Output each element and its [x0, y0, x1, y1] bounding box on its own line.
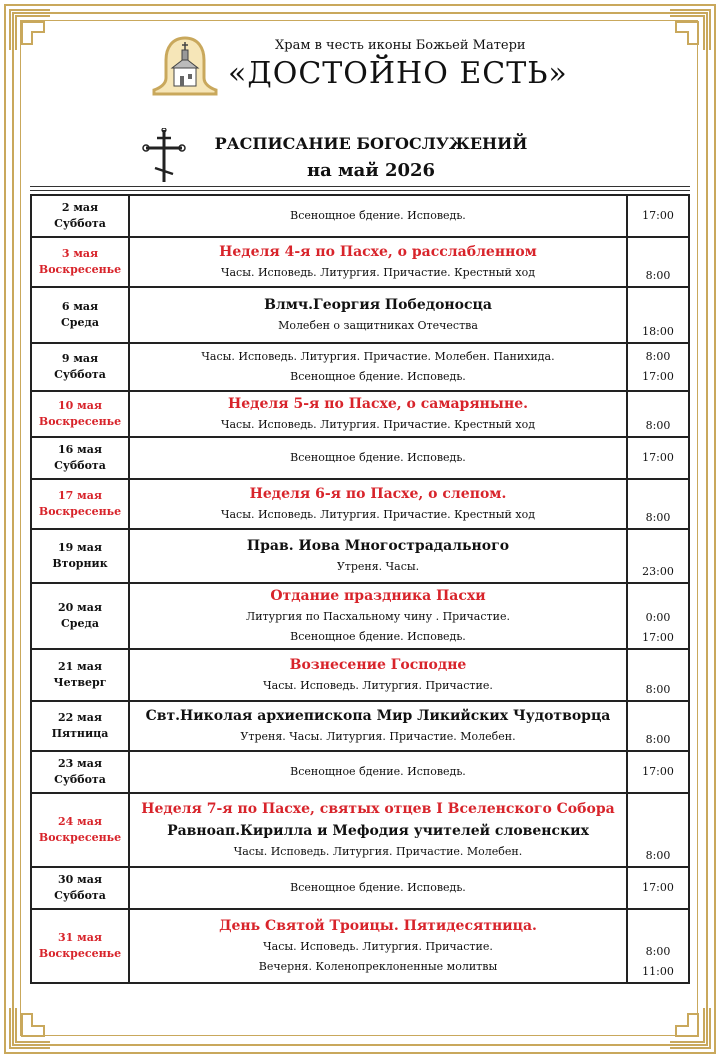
- service-line: Часы. Исповедь. Литургия. Причастие. Крестный ход: [221, 418, 535, 431]
- date-text: 23 мая: [58, 757, 102, 770]
- weekday-text: Суббота: [54, 368, 106, 381]
- time-cell: [627, 793, 689, 867]
- time-text: 17:00: [642, 881, 674, 894]
- service-line: Литургия по Пасхальному чину . Причастие.: [246, 610, 510, 623]
- time-text: 17:00: [642, 209, 674, 222]
- date-cell: [31, 529, 129, 583]
- time-cell: [627, 751, 689, 793]
- date-text: 20 мая: [58, 601, 102, 614]
- time-text: 8:00: [645, 511, 671, 524]
- time-text: 11:00: [642, 965, 674, 978]
- time-cell: [627, 701, 689, 751]
- corner-ornament-icon: [668, 1006, 712, 1050]
- service-line: Всенощное бдение. Исповедь.: [290, 765, 466, 778]
- time-text: 17:00: [642, 631, 674, 644]
- service-line: Часы. Исповедь. Литургия. Причастие. Крестный ход: [221, 266, 535, 279]
- service-cell: [129, 649, 627, 701]
- table-row: [31, 195, 689, 237]
- table-row: [31, 287, 689, 343]
- feast-title: Неделя 5-я по Пасхе, о самаряныне.: [228, 396, 528, 412]
- time-text: 17:00: [642, 765, 674, 778]
- time-cell: [627, 391, 689, 437]
- date-cell: [31, 437, 129, 479]
- time-text: 8:00: [645, 350, 671, 363]
- time-text: 8:00: [645, 683, 671, 696]
- feast-title: Неделя 7-я по Пасхе, святых отцев I Вселенского Собора: [141, 801, 615, 817]
- date-text: 22 мая: [58, 711, 102, 724]
- feast-title: Неделя 6-я по Пасхе, о слепом.: [249, 486, 507, 502]
- date-text: 3 мая: [61, 247, 99, 260]
- service-line: Вечерня. Коленопреклоненные молитвы: [258, 960, 498, 973]
- table-row: [31, 793, 689, 867]
- table-row: [31, 479, 689, 529]
- corner-ornament-icon: [8, 8, 52, 52]
- weekday-text: Воскресенье: [38, 831, 122, 844]
- service-line: Всенощное бдение. Исповедь.: [290, 881, 466, 894]
- time-text: 8:00: [645, 733, 671, 746]
- date-cell: [31, 867, 129, 909]
- time-cell: [627, 437, 689, 479]
- service-cell: [129, 909, 627, 983]
- weekday-text: Суббота: [54, 889, 106, 902]
- table-row: [31, 701, 689, 751]
- time-text: 23:00: [642, 565, 674, 578]
- weekday-text: Пятница: [51, 727, 109, 740]
- date-cell: [31, 751, 129, 793]
- temple-name: «ДОСТОЙНО ЕСТЬ»: [228, 56, 568, 91]
- date-text: 9 мая: [61, 352, 99, 365]
- feast-title: День Святой Троицы. Пятидесятница.: [219, 918, 537, 934]
- weekday-text: Среда: [61, 316, 99, 329]
- weekday-text: Воскресенье: [38, 947, 122, 960]
- service-line: Часы. Исповедь. Литургия. Причастие. Молебен. Панихида.: [201, 350, 555, 363]
- church-logo-icon: [150, 34, 220, 98]
- time-text: 8:00: [645, 269, 671, 282]
- table-row: [31, 583, 689, 649]
- feast-title: Вознесение Господне: [289, 657, 467, 673]
- service-cell: [129, 793, 627, 867]
- table-row: [31, 237, 689, 287]
- service-line: Всенощное бдение. Исповедь.: [290, 451, 466, 464]
- service-cell: [129, 479, 627, 529]
- schedule-table: [30, 194, 690, 984]
- table-row: [31, 649, 689, 701]
- service-cell: [129, 437, 627, 479]
- service-cell: [129, 529, 627, 583]
- time-text: 8:00: [645, 945, 671, 958]
- time-cell: [627, 479, 689, 529]
- time-text: 17:00: [642, 370, 674, 383]
- date-cell: [31, 793, 129, 867]
- divider: [30, 190, 690, 191]
- date-text: 2 мая: [61, 201, 99, 214]
- time-text: 18:00: [642, 325, 674, 338]
- table-row: [31, 909, 689, 983]
- service-cell: [129, 391, 627, 437]
- service-line: Всенощное бдение. Исповедь.: [290, 209, 466, 222]
- date-cell: [31, 237, 129, 287]
- divider: [30, 186, 690, 187]
- table-row: [31, 343, 689, 391]
- table-row: [31, 437, 689, 479]
- service-line: Часы. Исповедь. Литургия. Причастие.: [263, 679, 493, 692]
- page-subtitle: на май 2026: [306, 160, 436, 181]
- date-cell: [31, 479, 129, 529]
- corner-ornament-icon: [668, 8, 712, 52]
- time-text: 8:00: [645, 419, 671, 432]
- date-cell: [31, 391, 129, 437]
- service-line: Молебен о защитниках Отечества: [278, 319, 478, 332]
- service-line: Утреня. Часы. Литургия. Причастие. Молебен.: [240, 730, 516, 743]
- service-cell: [129, 867, 627, 909]
- date-text: 24 мая: [58, 815, 102, 828]
- date-cell: [31, 195, 129, 237]
- service-cell: [129, 583, 627, 649]
- date-cell: [31, 701, 129, 751]
- corner-ornament-icon: [8, 1006, 52, 1050]
- date-text: 17 мая: [58, 489, 102, 502]
- time-cell: [627, 909, 689, 983]
- table-row: [31, 391, 689, 437]
- service-line: Утреня. Часы.: [336, 560, 420, 573]
- weekday-text: Суббота: [54, 217, 106, 230]
- service-cell: [129, 287, 627, 343]
- date-cell: [31, 343, 129, 391]
- page-title: РАСПИСАНИЕ БОГОСЛУЖЕНИЙ: [214, 134, 528, 153]
- date-text: 30 мая: [58, 873, 102, 886]
- weekday-text: Воскресенье: [38, 415, 122, 428]
- time-text: 0:00: [645, 611, 671, 624]
- time-cell: [627, 583, 689, 649]
- table-row: [31, 751, 689, 793]
- weekday-text: Среда: [61, 617, 99, 630]
- service-line: Часы. Исповедь. Литургия. Причастие. Молебен.: [233, 845, 523, 858]
- feast-title: Прав. Иова Многострадального: [246, 538, 510, 554]
- date-cell: [31, 583, 129, 649]
- service-cell: [129, 701, 627, 751]
- weekday-text: Суббота: [54, 459, 106, 472]
- table-row: [31, 529, 689, 583]
- weekday-text: Воскресенье: [38, 263, 122, 276]
- feast-title: Равноап.Кирилла и Мефодия учителей словенских: [167, 823, 589, 839]
- feast-title: Влмч.Георгия Победоносца: [264, 297, 492, 313]
- temple-subtitle: Храм в честь иконы Божьей Матери: [275, 38, 526, 53]
- time-cell: [627, 195, 689, 237]
- date-cell: [31, 287, 129, 343]
- weekday-text: Суббота: [54, 773, 106, 786]
- time-cell: [627, 287, 689, 343]
- service-cell: [129, 751, 627, 793]
- service-line: Всенощное бдение. Исповедь.: [290, 370, 466, 383]
- weekday-text: Четверг: [53, 676, 107, 689]
- date-text: 16 мая: [58, 443, 102, 456]
- time-text: 8:00: [645, 849, 671, 862]
- date-text: 10 мая: [58, 399, 102, 412]
- service-cell: [129, 343, 627, 391]
- date-text: 21 мая: [58, 660, 102, 673]
- time-cell: [627, 343, 689, 391]
- service-line: Всенощное бдение. Исповедь.: [290, 630, 466, 643]
- service-cell: [129, 237, 627, 287]
- table-row: [31, 867, 689, 909]
- service-line: Часы. Исповедь. Литургия. Причастие. Крестный ход: [221, 508, 535, 521]
- time-cell: [627, 529, 689, 583]
- weekday-text: Воскресенье: [38, 505, 122, 518]
- feast-title: Свт.Николая архиепископа Мир Ликийских Чудотворца: [145, 708, 611, 724]
- time-text: 17:00: [642, 451, 674, 464]
- service-line: Часы. Исповедь. Литургия. Причастие.: [263, 940, 493, 953]
- weekday-text: Вторник: [52, 557, 108, 570]
- date-cell: [31, 909, 129, 983]
- time-cell: [627, 649, 689, 701]
- feast-title: Отдание праздника Пасхи: [270, 588, 486, 604]
- date-text: 31 мая: [58, 931, 102, 944]
- feast-title: Неделя 4-я по Пасхе, о расслабленном: [219, 244, 537, 260]
- date-text: 19 мая: [58, 541, 102, 554]
- service-cell: [129, 195, 627, 237]
- time-cell: [627, 867, 689, 909]
- date-text: 6 мая: [61, 300, 99, 313]
- time-cell: [627, 237, 689, 287]
- date-cell: [31, 649, 129, 701]
